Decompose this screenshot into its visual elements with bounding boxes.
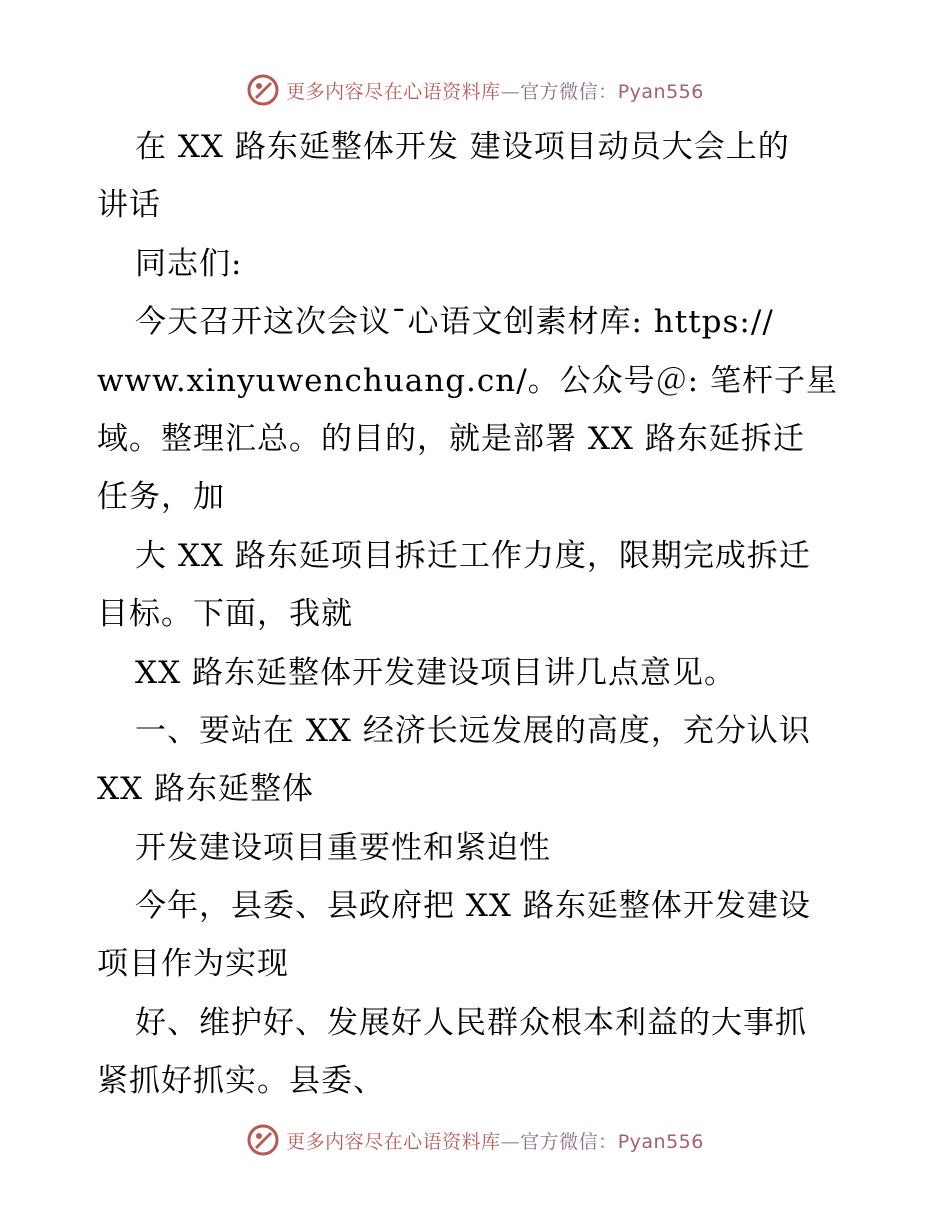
- text-line: 项目作为实现: [97, 946, 289, 983]
- footer-watermark: [0, 1120, 950, 1160]
- text-line: 大 XX 路东延项目拆迁工作力度，限期完成拆迁: [135, 537, 811, 574]
- text-line: XX 路东延整体: [97, 771, 314, 808]
- watermark-label: 官方微信：: [520, 80, 618, 103]
- watermark-label: 官方微信：: [520, 1130, 618, 1153]
- text-line: 目标。下面，我就: [97, 596, 353, 633]
- watermark-text: [286, 1127, 704, 1154]
- text-line: XX 路东延整体开发建设项目讲几点意见。: [135, 654, 736, 691]
- text-line: 开发建设项目重要性和紧迫性: [135, 829, 551, 866]
- watermark-main: 更多内容尽在心语资料库: [286, 1130, 501, 1153]
- brush-seal-icon: [246, 1123, 280, 1157]
- watermark-id: Pyan556: [617, 1130, 704, 1153]
- text-line: 在 XX 路东延整体开发 建设项目动员大会上的: [135, 129, 790, 165]
- text-line: 紧抓好抓实。县委、: [97, 1063, 385, 1100]
- text-line: 今年，县委、县政府把 XX 路东延整体开发建设: [135, 888, 811, 925]
- watermark-main: 更多内容尽在心语资料库: [286, 80, 501, 103]
- watermark-text: [286, 77, 704, 104]
- text-line: 好、维护好、发展好人民群众根本利益的大事抓: [135, 1004, 807, 1041]
- watermark-separator: —: [500, 80, 521, 103]
- text-line: 任务，加: [97, 479, 225, 516]
- document-body: [97, 118, 857, 1111]
- watermark-id: Pyan556: [617, 80, 704, 103]
- text-line: 同志们:: [135, 245, 243, 282]
- text-line: 讲话: [97, 187, 161, 224]
- watermark-separator: —: [500, 1130, 521, 1153]
- header-watermark: [0, 70, 950, 110]
- text-line: 一、要站在 XX 经济长远发展的高度，充分认识: [135, 712, 811, 749]
- text-line: www.xinyuwenchuang.cn/。公众号＠: 笔杆子星: [97, 362, 838, 399]
- text-line: 域。整理汇总。的目的，就是部署 XX 路东延拆迁: [97, 420, 805, 457]
- brush-seal-icon: [246, 73, 280, 107]
- text-line: 今天召开这次会议¯心语文创素材库: https://: [135, 304, 774, 341]
